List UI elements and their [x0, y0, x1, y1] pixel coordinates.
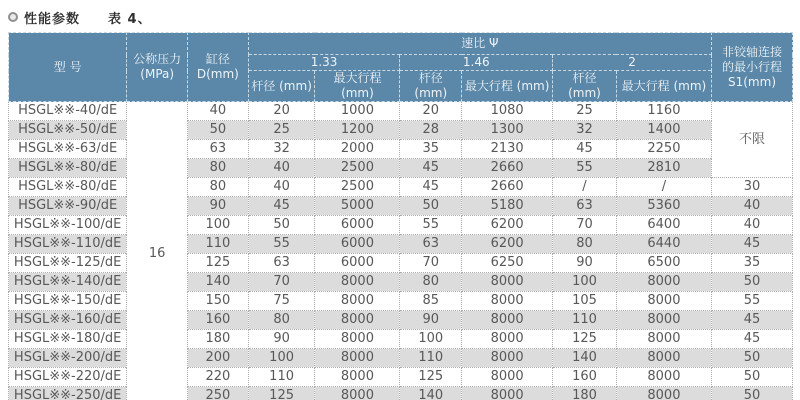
stroke-2-cell: /: [616, 178, 711, 197]
s1-cell: 45: [712, 330, 793, 349]
rod-1-46-cell: 35: [400, 140, 462, 159]
rod-2-cell: 180: [553, 387, 617, 400]
stroke-1-33-cell: 8000: [315, 273, 400, 292]
stroke-1-33-cell: 8000: [315, 368, 400, 387]
stroke-1-46-cell: 6250: [462, 254, 553, 273]
model-cell: HSGL※※-80/dE: [9, 159, 127, 178]
rod-1-46-cell: 50: [400, 197, 462, 216]
table-row: [9, 159, 793, 178]
s1-cell: 40: [712, 216, 793, 235]
s1-cell: 50: [712, 387, 793, 400]
s1-cell: 45: [712, 235, 793, 254]
bore-cell: 140: [188, 273, 249, 292]
s1-cell: 35: [712, 254, 793, 273]
rod-2-cell: /: [553, 178, 617, 197]
bore-cell: 90: [188, 197, 249, 216]
table-row: [9, 292, 793, 311]
stroke-1-33-cell: 6000: [315, 216, 400, 235]
rod-1-33-cell: 75: [248, 292, 315, 311]
rod-1-33-cell: 55: [248, 235, 315, 254]
s1-cell: 40: [712, 197, 793, 216]
rod-1-46-cell: 63: [400, 235, 462, 254]
stroke-2-cell: 2250: [616, 140, 711, 159]
model-cell: HSGL※※-40/dE: [9, 102, 127, 121]
header-bore-line2: D(mm): [196, 67, 239, 81]
rod-1-33-cell: 45: [248, 197, 315, 216]
header-ratio-2: 2: [553, 55, 712, 71]
bore-cell: 250: [188, 387, 249, 400]
model-cell: HSGL※※-150/dE: [9, 292, 127, 311]
stroke-2-cell: 8000: [616, 292, 711, 311]
bore-cell: 63: [188, 140, 249, 159]
rod-1-33-cell: 25: [248, 121, 315, 140]
header-rod-1-46: 杆径 (mm): [400, 71, 462, 102]
s1-cell: 30: [712, 178, 793, 197]
stroke-1-33-cell: 1000: [315, 102, 400, 121]
rod-2-cell: 70: [553, 216, 617, 235]
rod-1-46-cell: 28: [400, 121, 462, 140]
stroke-1-46-cell: 8000: [462, 311, 553, 330]
model-cell: HSGL※※-90/dE: [9, 197, 127, 216]
rod-2-cell: 90: [553, 254, 617, 273]
rod-1-46-cell: 90: [400, 311, 462, 330]
stroke-1-46-cell: 1300: [462, 121, 553, 140]
stroke-2-cell: 8000: [616, 330, 711, 349]
stroke-2-cell: 2810: [616, 159, 711, 178]
bore-cell: 160: [188, 311, 249, 330]
header-stroke-1-33: 最大行程 (mm): [315, 71, 400, 102]
bore-cell: 80: [188, 178, 249, 197]
rod-1-33-cell: 63: [248, 254, 315, 273]
rod-1-33-cell: 100: [248, 349, 315, 368]
stroke-2-cell: 6400: [616, 216, 711, 235]
header-bore-line1: 缸径: [205, 52, 230, 66]
bullet-ring-icon: [8, 12, 18, 22]
header-rod-1-33: 杆径 (mm): [248, 71, 315, 102]
stroke-2-cell: 6440: [616, 235, 711, 254]
stroke-1-33-cell: 8000: [315, 349, 400, 368]
bore-cell: 180: [188, 330, 249, 349]
stroke-1-46-cell: 8000: [462, 368, 553, 387]
rod-2-cell: 110: [553, 311, 617, 330]
stroke-2-cell: 8000: [616, 273, 711, 292]
rod-1-46-cell: 80: [400, 273, 462, 292]
stroke-1-46-cell: 1080: [462, 102, 553, 121]
rod-2-cell: 105: [553, 292, 617, 311]
header-rod-2: 杆径 (mm): [553, 71, 617, 102]
bore-cell: 110: [188, 235, 249, 254]
table-row: [9, 178, 793, 197]
header-s1-line2: 的最小行程: [722, 59, 783, 74]
stroke-1-33-cell: 2000: [315, 140, 400, 159]
rod-1-46-cell: 45: [400, 178, 462, 197]
model-cell: HSGL※※-110/dE: [9, 235, 127, 254]
header-stroke-1-46: 最大行程 (mm): [462, 71, 553, 102]
table-row: [9, 368, 793, 387]
rod-1-33-cell: 40: [248, 178, 315, 197]
stroke-1-33-cell: 1200: [315, 121, 400, 140]
header-bore: [188, 33, 249, 102]
rod-1-46-cell: 55: [400, 216, 462, 235]
rod-2-cell: 160: [553, 368, 617, 387]
rod-1-46-cell: 45: [400, 159, 462, 178]
stroke-2-cell: 1160: [616, 102, 711, 121]
rod-2-cell: 80: [553, 235, 617, 254]
performance-table: [8, 32, 793, 400]
stroke-1-33-cell: 6000: [315, 254, 400, 273]
table-body: [9, 102, 793, 400]
table-number-label: 表 4、: [108, 11, 152, 27]
table-row: [9, 216, 793, 235]
s1-cell: 50: [712, 368, 793, 387]
stroke-1-46-cell: 2660: [462, 159, 553, 178]
rod-1-33-cell: 90: [248, 330, 315, 349]
stroke-1-46-cell: 6200: [462, 235, 553, 254]
stroke-2-cell: 8000: [616, 368, 711, 387]
stroke-1-46-cell: 8000: [462, 330, 553, 349]
stroke-1-46-cell: 8000: [462, 387, 553, 400]
bore-cell: 125: [188, 254, 249, 273]
table-row: [9, 273, 793, 292]
model-cell: HSGL※※-125/dE: [9, 254, 127, 273]
pressure-cell: 16: [127, 102, 188, 400]
header-row-top: [9, 33, 793, 55]
model-cell: HSGL※※-100/dE: [9, 216, 127, 235]
s1-cell: 50: [712, 273, 793, 292]
stroke-1-33-cell: 8000: [315, 311, 400, 330]
bore-cell: 40: [188, 102, 249, 121]
stroke-1-46-cell: 5180: [462, 197, 553, 216]
model-cell: HSGL※※-220/dE: [9, 368, 127, 387]
stroke-1-33-cell: 5000: [315, 197, 400, 216]
table-row: [9, 311, 793, 330]
stroke-2-cell: 5360: [616, 197, 711, 216]
table-row: [9, 102, 793, 121]
stroke-1-33-cell: 2500: [315, 178, 400, 197]
stroke-1-46-cell: 2130: [462, 140, 553, 159]
header-speed-ratio: 速比 Ψ: [248, 33, 711, 55]
rod-1-33-cell: 110: [248, 368, 315, 387]
page-title: [0, 0, 800, 32]
rod-1-33-cell: 32: [248, 140, 315, 159]
rod-1-33-cell: 20: [248, 102, 315, 121]
stroke-1-33-cell: 6000: [315, 235, 400, 254]
s1-cell: 55: [712, 292, 793, 311]
header-model: 型 号: [9, 33, 127, 102]
model-cell: HSGL※※-180/dE: [9, 330, 127, 349]
s1-cell: 50: [712, 349, 793, 368]
header-s1-line3: S1(mm): [728, 74, 776, 89]
stroke-1-33-cell: 8000: [315, 387, 400, 400]
table-row: [9, 387, 793, 400]
rod-1-46-cell: 85: [400, 292, 462, 311]
table-header: [9, 33, 793, 102]
model-cell: HSGL※※-50/dE: [9, 121, 127, 140]
table-row: [9, 349, 793, 368]
stroke-1-46-cell: 8000: [462, 273, 553, 292]
stroke-1-46-cell: 8000: [462, 349, 553, 368]
stroke-2-cell: 1400: [616, 121, 711, 140]
bore-cell: 50: [188, 121, 249, 140]
rod-1-33-cell: 40: [248, 159, 315, 178]
rod-2-cell: 32: [553, 121, 617, 140]
header-pressure-line2: (MPa): [140, 67, 175, 81]
stroke-2-cell: 8000: [616, 387, 711, 400]
rod-2-cell: 63: [553, 197, 617, 216]
rod-2-cell: 45: [553, 140, 617, 159]
header-pressure-line1: 公称压力: [133, 52, 182, 66]
table-row: [9, 140, 793, 159]
bore-cell: 150: [188, 292, 249, 311]
header-ratio-1-46: 1.46: [400, 55, 553, 71]
rod-1-33-cell: 50: [248, 216, 315, 235]
rod-2-cell: 25: [553, 102, 617, 121]
stroke-1-33-cell: 2500: [315, 159, 400, 178]
table-row: [9, 121, 793, 140]
stroke-1-46-cell: 2660: [462, 178, 553, 197]
header-s1-line1: 非铰轴连接: [722, 44, 783, 59]
header-pressure: [127, 33, 188, 102]
table-row: [9, 330, 793, 349]
header-ratio-1-33: 1.33: [248, 55, 400, 71]
bore-cell: 100: [188, 216, 249, 235]
header-stroke-2: 最大行程 (mm): [616, 71, 711, 102]
stroke-2-cell: 6500: [616, 254, 711, 273]
model-cell: HSGL※※-200/dE: [9, 349, 127, 368]
table-row: [9, 197, 793, 216]
bore-cell: 200: [188, 349, 249, 368]
model-cell: HSGL※※-250/dE: [9, 387, 127, 400]
page-title-text: 性能参数: [24, 11, 81, 27]
rod-1-33-cell: 80: [248, 311, 315, 330]
rod-1-46-cell: 20: [400, 102, 462, 121]
s1-cell: 45: [712, 311, 793, 330]
stroke-2-cell: 8000: [616, 349, 711, 368]
rod-2-cell: 125: [553, 330, 617, 349]
rod-1-33-cell: 70: [248, 273, 315, 292]
stroke-2-cell: 8000: [616, 311, 711, 330]
model-cell: HSGL※※-140/dE: [9, 273, 127, 292]
rod-1-46-cell: 70: [400, 254, 462, 273]
rod-1-46-cell: 140: [400, 387, 462, 400]
stroke-1-46-cell: 6200: [462, 216, 553, 235]
s1-cell-merged: 不限: [712, 102, 793, 178]
header-s1: [712, 33, 793, 102]
rod-2-cell: 140: [553, 349, 617, 368]
bore-cell: 220: [188, 368, 249, 387]
bore-cell: 80: [188, 159, 249, 178]
stroke-1-33-cell: 8000: [315, 292, 400, 311]
stroke-1-33-cell: 8000: [315, 330, 400, 349]
rod-2-cell: 100: [553, 273, 617, 292]
rod-1-46-cell: 125: [400, 368, 462, 387]
table-row: [9, 254, 793, 273]
rod-2-cell: 55: [553, 159, 617, 178]
model-cell: HSGL※※-63/dE: [9, 140, 127, 159]
rod-1-46-cell: 100: [400, 330, 462, 349]
model-cell: HSGL※※-160/dE: [9, 311, 127, 330]
rod-1-46-cell: 110: [400, 349, 462, 368]
stroke-1-46-cell: 8000: [462, 292, 553, 311]
model-cell: HSGL※※-80/dE: [9, 178, 127, 197]
rod-1-33-cell: 125: [248, 387, 315, 400]
table-row: [9, 235, 793, 254]
